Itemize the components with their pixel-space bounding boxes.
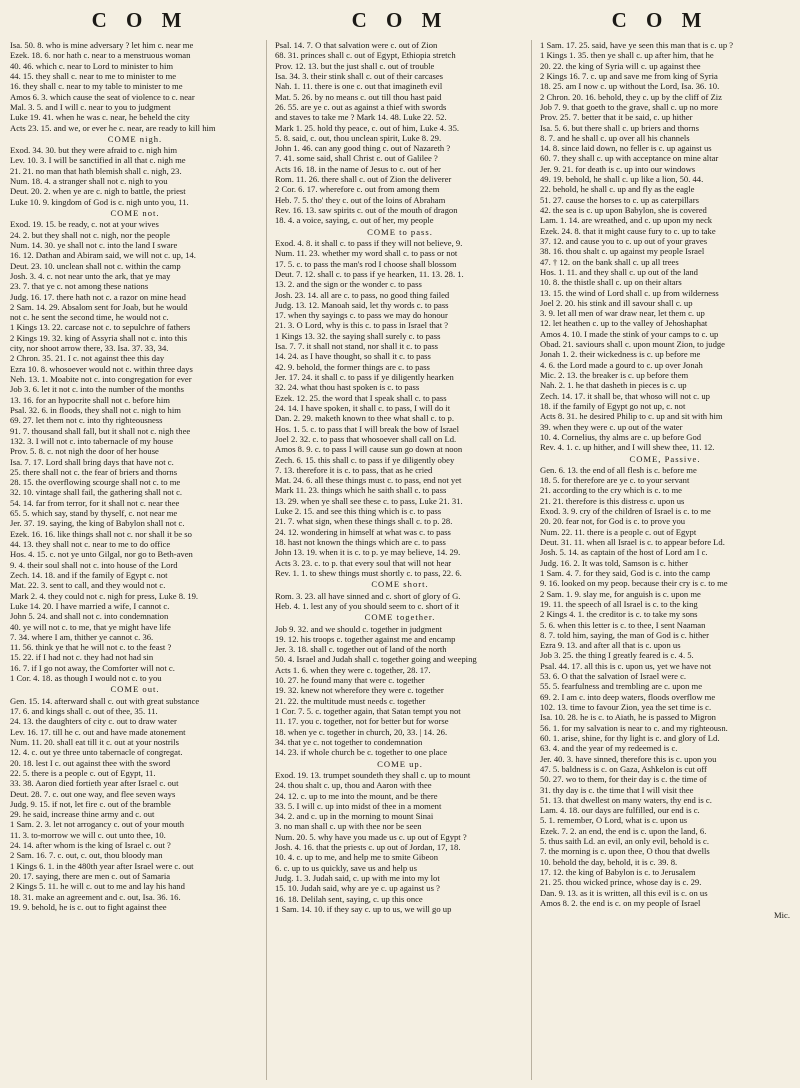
concordance-entry: 17. 6. and kings shall c. out of thee, 35. 11.	[10, 706, 158, 716]
concordance-entry: 1 Cor. 4. 18. as though I would not c. to you	[10, 673, 162, 684]
concordance-entry: 14. 24. as I have thought, so shall it c. to pass	[275, 351, 431, 362]
concordance-entry: 16. they shall c. near to my table to minister to me	[10, 81, 183, 92]
concordance-entry: 1 Kings 1. 35. then ye shall c. up after him, that he	[540, 50, 714, 61]
concordance-entry: 10. 4. c. up to me, and help me to smite Gibeon	[275, 852, 439, 863]
concordance-entry: 49. 19. behold, he shall c. up like a lion, 50. 44.	[540, 174, 704, 185]
concordance-entry: Mal. 3. 5. and I will c. near to you to judgment	[10, 101, 171, 112]
concordance-entry: Num. 22. 11. there is a people c. out of Egypt	[540, 526, 697, 537]
concordance-entry: 20. 20. fear not, for God is c. to prove you	[540, 516, 686, 527]
concordance-entry: 7. the morning is c. upon thee, O thou that dwells	[540, 846, 710, 857]
concordance-entry: 25. there shall not c. the fear of briers and thorns	[10, 466, 178, 477]
concordance-entry: 21. 3. O Lord, why is this c. to pass in Israel that ?	[275, 320, 449, 331]
concordance-entry: 18. 5. for therefore are ye c. to your servant	[540, 475, 690, 486]
concordance-entry: 63. 4. and the year of my redeemed is c.	[540, 743, 678, 754]
concordance-entry: Job 9. 32. and we should c. together in judgment	[275, 623, 443, 634]
concordance-entry: 19. 11. the speech of all Israel is c. to the king	[540, 598, 698, 609]
concordance-entry: Acts 1. 6. when they were c. together, 28. 17.	[275, 664, 431, 675]
concordance-entry: Isa. 7. 17. Lord shall bring days that have not c.	[10, 456, 174, 467]
concordance-entry: Isa. 34. 3. their stink shall c. out of their carcases	[275, 70, 444, 81]
concordance-entry: Num. 14. 30. ye shall not c. into the land I sware	[10, 239, 178, 250]
concordance-entry: 3. 9. let all men of war draw near, let them c. up	[540, 308, 705, 319]
concordance-entry: 55. 5. fearfulness and trembling are c. upon me	[540, 681, 703, 692]
concordance-entry: 16. 7. if I go not away, the Comforter will not c.	[10, 662, 175, 673]
concordance-entry: 34. that ye c. not together to condemnation	[275, 736, 423, 747]
concordance-entry: 13. 16. for an hypocrite shall not c. before him	[10, 394, 170, 405]
concordance-entry: 2 Sam. 14. 29. Absalom sent for Joab, but he would	[10, 301, 188, 312]
concordance-entry: 68. 31. princes shall c. out of Egypt, Ethiopia stretch	[275, 50, 456, 61]
concordance-entry: 7. 34. where I am, thither ye cannot c. 36.	[10, 631, 154, 642]
concordance-entry: Josh. 23. 14. all are c. to pass, no good thing failed	[275, 289, 450, 300]
concordance-entry: Deut. 7. 12. shall c. to pass if ye hearken, 11. 13. 28. 1.	[275, 268, 464, 279]
concordance-entry: Mat. 24. 6. all these things must c. to pass, end not yet	[275, 475, 462, 486]
header-right: C O M	[611, 8, 709, 32]
concordance-entry: Zech. 14. 17. it shall be, that whoso will not c. up	[540, 390, 710, 401]
concordance-entry: 9. 4. their soul shall not c. into house of the Lord	[10, 559, 178, 570]
concordance-entry: 14. 23. if whole church be c. together to one place	[275, 747, 448, 758]
concordance-entry: Prov. 5. 8. c. not nigh the door of her house	[10, 446, 159, 457]
concordance-entry: 24. 13. the daughters of city c. out to draw water	[10, 716, 177, 727]
section-heading: COME up.	[377, 758, 423, 769]
concordance-entry: 2 Kings 4. 1. the creditor is c. to take my sons	[540, 609, 698, 620]
concordance-entry: Luke 2. 15. and see this thing which is c. to pass	[275, 506, 442, 517]
concordance-entry: 3. no man shall c. up with thee nor be seen	[275, 821, 422, 832]
concordance-entry: Prov. 12. 13. but the just shall c. out of trouble	[275, 60, 435, 71]
concordance-entry: 40. 46. which c. near to Lord to minister to him	[10, 60, 174, 71]
concordance-entry: 31. thy day is c. the time that I will visit thee	[540, 784, 694, 795]
concordance-entry: 5. 8. said, c. out, thou unclean spirit, Luke 8. 29.	[275, 132, 442, 143]
concordance-entry: Obad. 21. saviours shall c. upon mount Zion, to judge	[540, 339, 725, 350]
concordance-entry: not c. he sent the second time, he would not c.	[10, 312, 169, 323]
section-heading: COME nigh.	[107, 133, 163, 144]
concordance-entry: 21. according to the cry which is c. to me	[540, 485, 682, 496]
concordance-entry: 102. 13. time to favour Zion, yea the set time is c.	[540, 702, 712, 712]
concordance-entry: Rev. 1. 1. to shew things must shortly c. to pass, 22. 6.	[275, 567, 462, 578]
concordance-entry: 2 Sam. 1. 9. slay me, for anguish is c. upon me	[540, 588, 701, 599]
concordance-entry: 1 Sam. 17. 25. said, have ye seen this man that is c. up ?	[540, 40, 734, 50]
concordance-entry: Mark 2. 4. they could not c. nigh for press, Luke 8. 19.	[10, 590, 199, 601]
concordance-entry: 44. 13. they shall not c. near to me to do office	[10, 539, 171, 549]
concordance-entry: 1 Sam. 4. 7. for they said, God is c. into the camp	[540, 567, 711, 578]
concordance-entry: Acts 3. 23. c. to p. that every soul that will not hear	[275, 557, 452, 568]
concordance-entry: 18. 4. a voice, saying, c. out of her, my people	[275, 215, 434, 226]
section-heading: COME, Passive.	[629, 453, 701, 464]
concordance-entry: 2 Kings 5. 11. he will c. out to me and lay his hand	[10, 881, 185, 892]
concordance-entry: 23. 7. that ye c. not among these nations	[10, 281, 149, 292]
concordance-entry: 51. 13. that dwellest on many waters, thy end is c.	[540, 794, 712, 805]
concordance-entry: 26. 55. are ye c. out as against a thief with swords	[275, 101, 447, 112]
concordance-entry: Judg. 16. 2. It was told, Samson is c. hither	[540, 557, 688, 568]
concordance-entry: 2 Kings 19. 32. king of Assyria shall not c. into this	[10, 332, 188, 343]
concordance-entry: Isa. 10. 28. he is c. to Aiath, he is passed to Migron	[540, 712, 716, 723]
concordance-entry: Ezra 10. 8. whosoever would not c. within three days	[10, 363, 193, 374]
concordance-entry: 2 Chron. 20. 16. behold, they c. up by the cliff of Ziz	[540, 91, 722, 102]
concordance-entry: Amos 8. 2. the end is c. on my people of Israel	[540, 897, 701, 908]
section-heading: COME out.	[110, 684, 160, 695]
concordance-entry: Jonah 1. 2. their wickedness is c. up before me	[540, 349, 701, 360]
concordance-entry: 91. 7. thousand shall fall, but it shall not c. nigh thee	[10, 425, 191, 436]
concordance-entry: Lam. 4. 18. our days are fulfilled, our end is c.	[540, 805, 700, 816]
concordance-entry: 4. 6. the Lord made a gourd to c. up over Jonah	[540, 359, 703, 370]
concordance-entry: Heb. 4. 1. lest any of you should seem to c. short of it	[275, 600, 460, 611]
concordance-entry: 11. 3. to-morrow we will c. out unto thee, 10.	[10, 829, 166, 840]
concordance-entry: 21. 7. what sign, when these things shall c. to p. 28.	[275, 516, 453, 527]
concordance-entry: Isa. 50. 8. who is mine adversary ? let him c. near me	[10, 40, 194, 50]
concordance-entry: 53. 6. O that the salvation of Israel were c.	[540, 671, 687, 682]
concordance-entry: Joel 2. 32. c. to pass that whosoever shall call on Ld.	[275, 433, 457, 444]
concordance-entry: Deut. 28. 7. c. out one way, and flee seven ways	[10, 788, 176, 799]
concordance-entry: 10. behold the day, behold, it is c. 39. 8.	[540, 856, 678, 867]
concordance-entry: 16. 18. Delilah sent, saying, c. up this once	[275, 893, 423, 904]
concordance-entry: 21. 21. no man that hath blemish shall c. nigh, 23.	[10, 165, 182, 176]
concordance-entry: Heb. 7. 5. tho' they c. out of the loins of Abraham	[275, 194, 446, 205]
concordance-entry: 47. † 12. on the bank shall c. up all trees	[540, 256, 679, 267]
concordance-entry: Exod. 19. 15. be ready, c. not at your wives	[10, 219, 159, 230]
concordance-entry: 12. 4. c. out ye three unto tabernacle of congregat.	[10, 747, 183, 758]
concordance-entry: Ezek. 12. 25. the word that I speak shall c. to pass	[275, 392, 447, 403]
concordance-entry: 10. 8. the thistle shall c. up on their altars	[540, 277, 682, 288]
concordance-entry: Job 7. 9. that goeth to the grave, shall c. up no more	[540, 101, 719, 112]
concordance-entry: 50. 27. wo to them, for their day is c. the time of	[540, 774, 707, 785]
concordance-entry: 42. 9. behold, the former things are c. to pass	[275, 361, 430, 372]
column-1	[10, 40, 267, 1080]
concordance-entry: 20. 22. the king of Syria will c. up against thee	[540, 60, 701, 71]
concordance-entry: and staves to take me ? Mark 14. 48. Luke 22. 52.	[275, 112, 447, 123]
concordance-entry: 14. 8. since laid down, no feller is c. up against us	[540, 143, 712, 154]
concordance-entry: Nah. 1. 11. there is one c. out that imagineth evil	[275, 81, 443, 92]
concordance-entry: 19. 32. knew not wherefore they were c. together	[275, 685, 444, 696]
concordance-entry: 21. 25. thou wicked prince, whose day is c. 29.	[540, 877, 702, 888]
concordance-entry: Josh. 4. 16. that the priests c. up out of Jordan, 17, 18.	[275, 842, 461, 853]
concordance-entry: Rev. 4. 1. c. up hither, and I will shew thee, 11. 12.	[540, 442, 715, 453]
concordance-entry: Psal. 32. 6. in floods, they shall not c. nigh to him	[10, 404, 181, 415]
section-heading: COME not.	[110, 208, 160, 218]
concordance-entry: 18. 31. make an agreement and c. out, Isa. 36. 16.	[10, 891, 181, 902]
concordance-entry: 5. 1. remember, O Lord, what is c. upon us	[540, 815, 688, 826]
concordance-entry: Zech. 6. 15. this shall c. to pass if ye diligently obey	[275, 454, 455, 465]
concordance-entry: Jer. 37. 19. saying, the king of Babylon shall not c.	[10, 518, 185, 529]
concordance-entry: 1 Kings 6. 1. in the 480th year after Israel were c. out	[10, 860, 194, 871]
catchword: Mic.	[774, 910, 790, 921]
concordance-entry: 17. 5. c. to pass the man's rod I choose shall blossom	[275, 258, 457, 269]
concordance-entry: Exod. 19. 13. trumpet soundeth they shall c. up to mount	[275, 769, 471, 780]
concordance-entry: Ezek. 24. 8. that it might cause fury to c. up to take	[540, 225, 716, 236]
concordance-entry: 5. 6. when this letter is c. to thee, I sent Naaman	[540, 619, 706, 630]
concordance-entry: Ezek. 16. 16. like things shall not c. nor shall it be so	[10, 528, 192, 539]
concordance-entry: Acts 8. 31. he desired Philip to c. up and sit with him	[540, 411, 723, 422]
concordance-entry: 18. when ye c. together in church, 20, 33. | 14. 26.	[275, 726, 448, 737]
concordance-entry: 32. 24. what thou hast spoken is c. to pass	[275, 382, 420, 393]
header-left: C O M	[91, 8, 189, 32]
concordance-entry: 21. 22. the multitude must needs c. together	[275, 695, 426, 706]
concordance-entry: Job 3. 6. let it not c. into the number of the months	[10, 384, 185, 395]
concordance-entry: 29. he said, increase thine army and c. out	[10, 809, 155, 820]
concordance-entry: Jer. 9. 21. for death is c. up into our windows	[540, 163, 696, 174]
concordance-entry: 24. 12. wondering in himself at what was c. to pass	[275, 526, 451, 537]
concordance-entry: 24. 14. after whom is the king of Israel c. out ?	[10, 840, 171, 851]
section-heading: COME short.	[371, 579, 429, 590]
concordance-entry: Job 3. 25. the thing I greatly feared is c. 4. 5.	[540, 650, 694, 661]
concordance-entry: 1 Cor. 7. 5. c. together again, that Satan tempt you not	[275, 706, 461, 716]
concordance-columns	[10, 40, 790, 1080]
concordance-entry: 44. 15. they shall c. near to me to minister to me	[10, 70, 177, 81]
column-3	[540, 40, 790, 1080]
concordance-entry: 51. 27. cause the horses to c. up as caterpillars	[540, 194, 699, 205]
concordance-entry: 60. 7. they shall c. up with acceptance on mine altar	[540, 153, 719, 164]
concordance-entry: 21. 21. therefore is this distress c. upon us	[540, 495, 685, 506]
concordance-entry: 10. 4. Cornelius, thy alms are c. up before God	[540, 431, 702, 442]
concordance-entry: Amos 6. 3. which cause the seat of violence to c. near	[10, 91, 195, 102]
concordance-entry: Mark 11. 23. things which he saith shall c. to pass	[275, 485, 447, 496]
concordance-entry: Mic. 2. 13. the breaker is c. up before them	[540, 370, 689, 380]
concordance-entry: 8. 7. and he shall c. up over all his channels	[540, 132, 690, 143]
concordance-entry: 13. 2. and the sign or the wonder c. to pass	[275, 279, 422, 290]
concordance-entry: John 5. 24. and shall not c. into condemnation	[10, 611, 169, 622]
concordance-entry: Judg. 9. 15. if not, let fire c. out of the bramble	[10, 798, 171, 809]
concordance-entry: 22. 5. there is a people c. out of Egypt, 11.	[10, 767, 156, 778]
concordance-entry: Exod. 34. 30. but they were afraid to c. nigh him	[10, 145, 178, 156]
concordance-entry: Psal. 44. 17. all this is c. upon us, yet we have not	[540, 660, 712, 671]
concordance-entry: 24. 14. I have spoken, it shall c. to pass, I will do it	[275, 402, 451, 413]
concordance-entry: Luke 14. 20. I have married a wife, I cannot c.	[10, 600, 170, 611]
concordance-entry: 37. 12. and cause you to c. up out of your graves	[540, 235, 708, 246]
concordance-entry: Hos. 4. 15. c. not ye unto Gilgal, nor go to Beth-aven	[10, 549, 193, 560]
concordance-entry: 16. 12. Dathan and Abiram said, we will not c. up, 14.	[10, 250, 196, 261]
concordance-entry: 19. 9. behold, he is c. out to fight against thee	[10, 901, 167, 912]
concordance-entry: Num. 18. 4. a stranger shall not c. nigh to you	[10, 176, 168, 187]
concordance-entry: 2 Chron. 35. 21. I c. not against thee this day	[10, 353, 165, 364]
concordance-entry: Num. 20. 5. why have you made us c. up out of Egypt ?	[275, 831, 467, 842]
concordance-entry: 54. 14. far from terror, for it shall not c. near thee	[10, 497, 180, 508]
concordance-entry: 18. if the family of Egypt go not up, c. not	[540, 400, 686, 411]
concordance-entry: Amos 4. 10. I made the stink of your camps to c. up	[540, 328, 719, 339]
concordance-entry: Mat. 5. 26. by no means c. out till thou hast paid	[275, 91, 442, 102]
concordance-entry: 13. 29. when ye shall see these c. to pass, Luke 21. 31.	[275, 495, 463, 506]
concordance-entry: Rom. 3. 23. all have sinned and c. short of glory of G.	[275, 590, 461, 601]
concordance-entry: 10. 27. he found many that were c. together	[275, 675, 425, 686]
concordance-entry: 32. 10. vintage shall fail, the gathering shall not c.	[10, 487, 183, 498]
concordance-entry: Gen. 6. 13. the end of all flesh is c. before me	[540, 464, 697, 475]
concordance-entry: 12. let heathen c. up to the valley of Jehoshaphat	[540, 318, 708, 329]
concordance-entry: Isa. 7. 7. it shall not stand, nor shall it c. to pass	[275, 341, 439, 352]
concordance-entry: John 1. 46. can any good thing c. out of Nazareth ?	[275, 143, 451, 154]
concordance-entry: Luke 19. 41. when he was c. near, he beheld the city	[10, 112, 190, 123]
concordance-entry: Acts 16. 18. in the name of Jesus to c. out of her	[275, 163, 441, 174]
concordance-entry: 20. 17. saying, there are men c. out of Samaria	[10, 871, 171, 881]
concordance-entry: 11. 17. you c. together, not for better but for worse	[275, 716, 449, 727]
concordance-entry: Ezek. 18. 6. nor hath c. near to a menstruous woman	[10, 50, 191, 61]
section-heading: COME to pass.	[367, 226, 433, 237]
concordance-entry: Psal. 14. 7. O that salvation were c. out of Zion	[275, 40, 438, 50]
concordance-entry: Exod. 4. 8. it shall c. to pass if they will not believe, 9.	[275, 237, 463, 248]
concordance-entry: 8. 7. told him, saying, the man of God is c. hither	[540, 629, 709, 640]
concordance-entry: 33. 38. Aaron died fortieth year after Israel c. out	[10, 778, 179, 789]
concordance-entry: Exod. 3. 9. cry of the children of Israel is c. to me	[540, 506, 711, 517]
concordance-entry: 24. 2. but they shall not c. nigh, nor the people	[10, 229, 170, 240]
concordance-entry: 22. behold, he shall c. up and fly as the eagle	[540, 184, 695, 195]
concordance-entry: Nah. 2. 1. he that dasheth in pieces is c. up	[540, 380, 687, 391]
concordance-entry: 9. 16. looked on my peop. because their cry is c. to me	[540, 578, 728, 589]
concordance-entry: 34. 2. and c. up in the morning to mount Sinai	[275, 811, 434, 822]
concordance-entry: Deut. 23. 10. unclean shall not c. within the camp	[10, 260, 181, 271]
concordance-entry: 50. 4. Israel and Judah shall c. together going and weeping	[275, 654, 477, 665]
header-center: C O M	[351, 8, 449, 32]
concordance-entry: Lam. 1. 14. are wreathed, and c. up upon my neck	[540, 215, 713, 226]
concordance-entry: city, nor shoot arrow there, 33. Isa. 37. 33, 34.	[10, 343, 169, 354]
concordance-entry: 19. 12. his troops c. together against me and encamp	[275, 633, 456, 644]
concordance-entry: Mat. 22. 3. sent to call, and they would not c.	[10, 580, 166, 591]
concordance-entry: 17. 12. the king of Babylon is c. to Jerusalem	[540, 867, 696, 877]
concordance-entry: 13. 15. the wind of Lord shall c. up from wilderness	[540, 287, 719, 298]
concordance-entry: Judg. 16. 17. there hath not c. a razor on mine head	[10, 291, 186, 302]
concordance-entry: Jer. 17. 24. it shall c. to pass if ye diligently hearken	[275, 372, 454, 382]
concordance-entry: 56. 1. for my salvation is near to c. and my righteousn.	[540, 722, 728, 733]
concordance-entry: 132. 3. I will not c. into tabernacle of my house	[10, 435, 174, 446]
concordance-entry: 15. 10. Judah said, why are ye c. up against us ?	[275, 883, 440, 894]
concordance-entry: Prov. 25. 7. better that it be said, c. up hither	[540, 112, 693, 123]
concordance-entry: Dan. 2. 29. maketh known to thee what shall c. to p.	[275, 413, 455, 424]
concordance-entry: 39. when they were c. up out of the water	[540, 421, 683, 432]
concordance-entry: John 13. 19. when it is c. to p. ye may believe, 14. 29.	[275, 547, 461, 558]
concordance-entry: 28. 15. the overflowing scourge shall not c. to me	[10, 477, 181, 488]
concordance-entry: Judg. 1. 3. Judah said, c. up with me into my lot	[275, 873, 440, 883]
concordance-entry: 11. 56. think ye that he will not c. to the feast ?	[10, 642, 172, 653]
concordance-entry: 6. c. up to us quickly, save us and help us	[275, 862, 417, 873]
concordance-entry: 7. 41. some said, shall Christ c. out of Galilee ?	[275, 153, 438, 164]
concordance-entry: 1 Sam. 2. 3. let not arrogancy c. out of your mouth	[10, 819, 184, 830]
concordance-entry: Judg. 13. 12. Manoah said, let thy words c. to pass	[275, 299, 449, 310]
concordance-entry: Num. 11. 20. shall eat till it c. out at your nostrils	[10, 736, 179, 747]
concordance-entry: 2 Kings 16. 7. c. up and save me from king of Syria	[540, 70, 718, 81]
concordance-entry: Josh. 3. 4. c. not near unto the ark, that ye may	[10, 270, 171, 281]
concordance-entry: Lev. 10. 3. I will be sanctified in all that c. nigh me	[10, 155, 186, 166]
concordance-entry: 24. thou shalt c. up, thou and Aaron with thee	[275, 780, 432, 791]
concordance-entry: Ezra 9. 13. and after all that is c. upon us	[540, 640, 681, 651]
concordance-entry: 60. 1. arise, shine, for thy light is c. and glory of Ld.	[540, 732, 720, 743]
concordance-entry: Acts 23. 15. and we, or ever he c. near, are ready to kill him	[10, 122, 216, 133]
concordance-entry: 47. 5. baldness is c. on Gaza, Ashkelon is cut off	[540, 763, 707, 774]
concordance-entry: Jer. 3. 18. shall c. together out of land of the north	[275, 644, 447, 655]
concordance-entry: 2 Cor. 6. 17. wherefore c. out from among them	[275, 184, 440, 195]
section-heading: COME together.	[364, 612, 436, 623]
concordance-entry: Rom. 11. 26. there shall c. out of Zion the deliverer	[275, 174, 452, 185]
concordance-entry: Dan. 9. 13. as it is written, all this evil is c. on us	[540, 887, 708, 898]
concordance-entry: 20. 18. lest I c. out against thee with the sword	[10, 757, 171, 768]
concordance-entry: 5. thus saith Ld. an evil, an only evil, behold is c.	[540, 836, 709, 847]
concordance-entry: Deut. 31. 11. when all Israel is c. to appear before Ld.	[540, 537, 725, 547]
column-2	[275, 40, 532, 1080]
concordance-entry: 69. 27. let them not c. into thy righteousness	[10, 415, 163, 426]
concordance-entry: Amos 8. 9. c. to pass I will cause sun go down at noon	[275, 444, 463, 455]
concordance-entry: Mark 1. 25. hold thy peace, c. out of him, Luke 4. 35.	[275, 122, 460, 133]
concordance-entry: Luke 10. 9. kingdom of God is c. nigh unto you, 11.	[10, 196, 189, 207]
concordance-entry: 17. when thy sayings c. to pass we may do honour	[275, 310, 448, 321]
concordance-entry: 1 Sam. 14. 10. if they say c. up to us, we will go up	[275, 903, 452, 914]
concordance-entry: Deut. 20. 2. when ye are c. nigh to battle, the priest	[10, 186, 186, 197]
concordance-entry: Hos. 1. 11. and they shall c. up out of the land	[540, 266, 698, 277]
concordance-entry: 33. 5. I will c. up into midst of thee in a moment	[275, 800, 442, 811]
concordance-entry: Rev. 16. 13. saw spirits c. out of the mouth of dragon	[275, 205, 458, 215]
concordance-entry: 40. ye will not c. to me, that ye might have life	[10, 621, 171, 632]
running-header	[10, 8, 790, 34]
concordance-entry: 18. hast not known the things which are c. to pass	[275, 537, 446, 547]
concordance-entry: 15. 22. if I had not c. they had not had sin	[10, 652, 154, 663]
concordance-entry: Lev. 16. 17. till he c. out and have made atonement	[10, 726, 186, 737]
concordance-entry: 24. 12. c. up to me into the mount, and be there	[275, 790, 438, 801]
concordance-entry: 2 Sam. 16. 7. c. out, c. out, thou bloody man	[10, 850, 163, 861]
concordance-entry: 1 Kings 13. 22. carcase not c. to sepulchre of fathers	[10, 322, 191, 333]
concordance-entry: 42. the sea is c. up upon Babylon, she is covered	[540, 205, 707, 215]
concordance-entry: Hos. 1. 5. c. to pass that I will break the bow of Israel	[275, 423, 460, 434]
concordance-entry: Jer. 40. 3. have sinned, therefore this is c. upon you	[540, 753, 717, 764]
concordance-entry: Isa. 5. 6. but there shall c. up briers and thorns	[540, 122, 699, 133]
concordance-entry: 38. 16. thou shalt c. up against my people Israel	[540, 246, 705, 257]
concordance-entry: 65. 5. which say, stand by thyself, c. not near me	[10, 508, 178, 519]
concordance-entry: 18. 25. am I now c. up without the Lord, Isa. 36. 10.	[540, 81, 720, 92]
concordance-entry: Ezek. 7. 2. an end, the end is c. upon the land, 6.	[540, 825, 707, 836]
concordance-entry: Joel 2. 20. his stink and ill savour shall c. up	[540, 297, 693, 308]
concordance-entry: Num. 11. 23. whether my word shall c. to pass or not	[275, 248, 458, 259]
concordance-entry: 69. 2. I am c. into deep waters, floods overflow me	[540, 691, 716, 702]
concordance-entry: 1 Kings 13. 32. the saying shall surely c. to pass	[275, 330, 441, 341]
concordance-entry: 7. 13. therefore it is c. to pass, that as he cried	[275, 464, 433, 475]
concordance-entry: Zech. 14. 18. and if the family of Egypt c. not	[10, 569, 168, 580]
concordance-entry: Neh. 13. 1. Moabite not c. into congregation for ever	[10, 374, 192, 384]
concordance-entry: Josh. 5. 14. as captain of the host of Lord am I c.	[540, 547, 708, 558]
concordance-entry: Gen. 15. 14. afterward shall c. out with great substance	[10, 695, 200, 706]
